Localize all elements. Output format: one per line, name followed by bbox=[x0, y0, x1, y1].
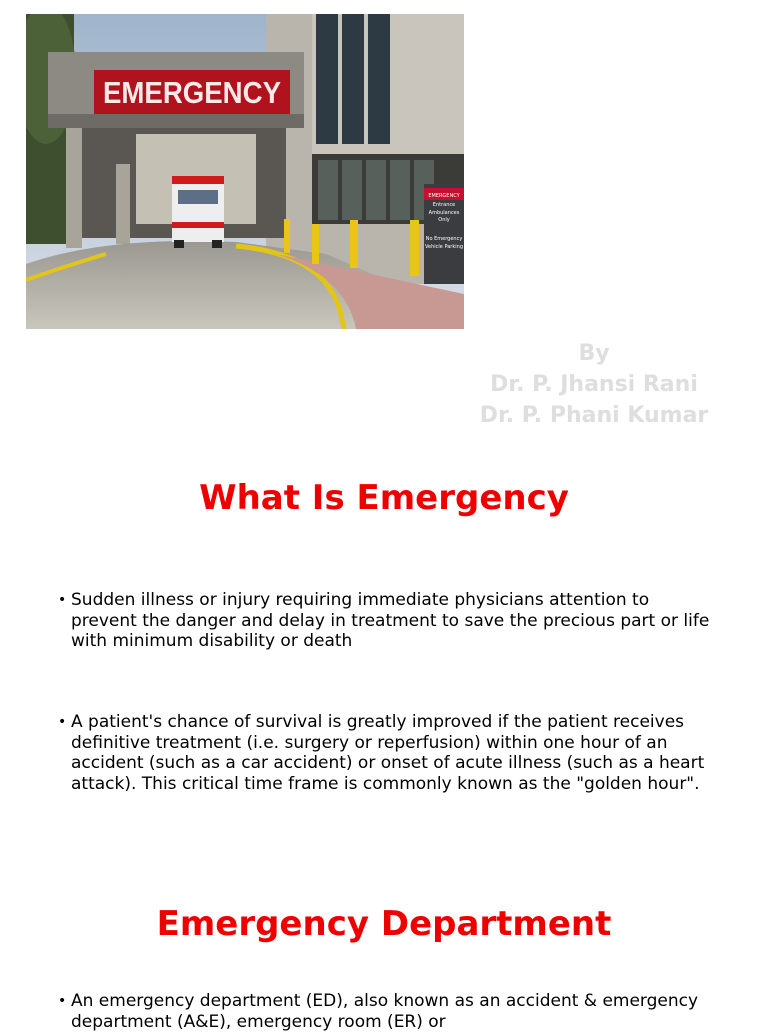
heading-what-is-emergency: What Is Emergency bbox=[199, 478, 569, 518]
bullet-item bbox=[58, 712, 718, 794]
side-sign-line-2: Entrance bbox=[432, 202, 456, 208]
side-sign-line-3: Ambulances bbox=[428, 210, 460, 216]
heading-emergency-department: Emergency Department bbox=[156, 904, 612, 944]
photo-illustration bbox=[26, 14, 464, 329]
side-sign-line-4: Only bbox=[438, 217, 450, 223]
emergency-sign-text: EMERGENCY bbox=[103, 75, 282, 110]
bullet-item bbox=[58, 991, 718, 1032]
bullet-text: Sudden illness or injury requiring immediate physicians attention to prevent the danger and delay in treatment to save the precious part or life with minimum disability or death bbox=[71, 590, 710, 651]
byline-author-1: Dr. P. Jhansi Rani bbox=[490, 372, 698, 397]
bullet-symbol: • bbox=[58, 592, 67, 608]
side-sign-line-5: No Emergency bbox=[425, 236, 463, 242]
bullet-item bbox=[58, 590, 718, 652]
byline-by: By bbox=[578, 341, 610, 366]
byline-author-2: Dr. P. Phani Kumar bbox=[479, 403, 709, 428]
side-sign-line-6: Vehicle Parking bbox=[424, 244, 464, 250]
bullet-text: An emergency department (ED), also known as an accident & emergency department (A&E), emergency room (ER) or bbox=[71, 991, 699, 1032]
bullet-text: A patient's chance of survival is greatly improved if the patient receives definitive treatment (i.e. surgery or reperfusion) within one hour of an accident (such as a car accident) or onset of acute illness (such as a heart attack). This critical time frame is commonly known as the "golden hour". bbox=[71, 712, 705, 794]
author-byline bbox=[440, 338, 748, 431]
bullet-symbol: • bbox=[58, 714, 67, 730]
side-sign-line-1: EMERGENCY bbox=[428, 193, 460, 199]
emergency-entrance-photo bbox=[26, 14, 464, 329]
bullet-symbol: • bbox=[58, 993, 67, 1009]
